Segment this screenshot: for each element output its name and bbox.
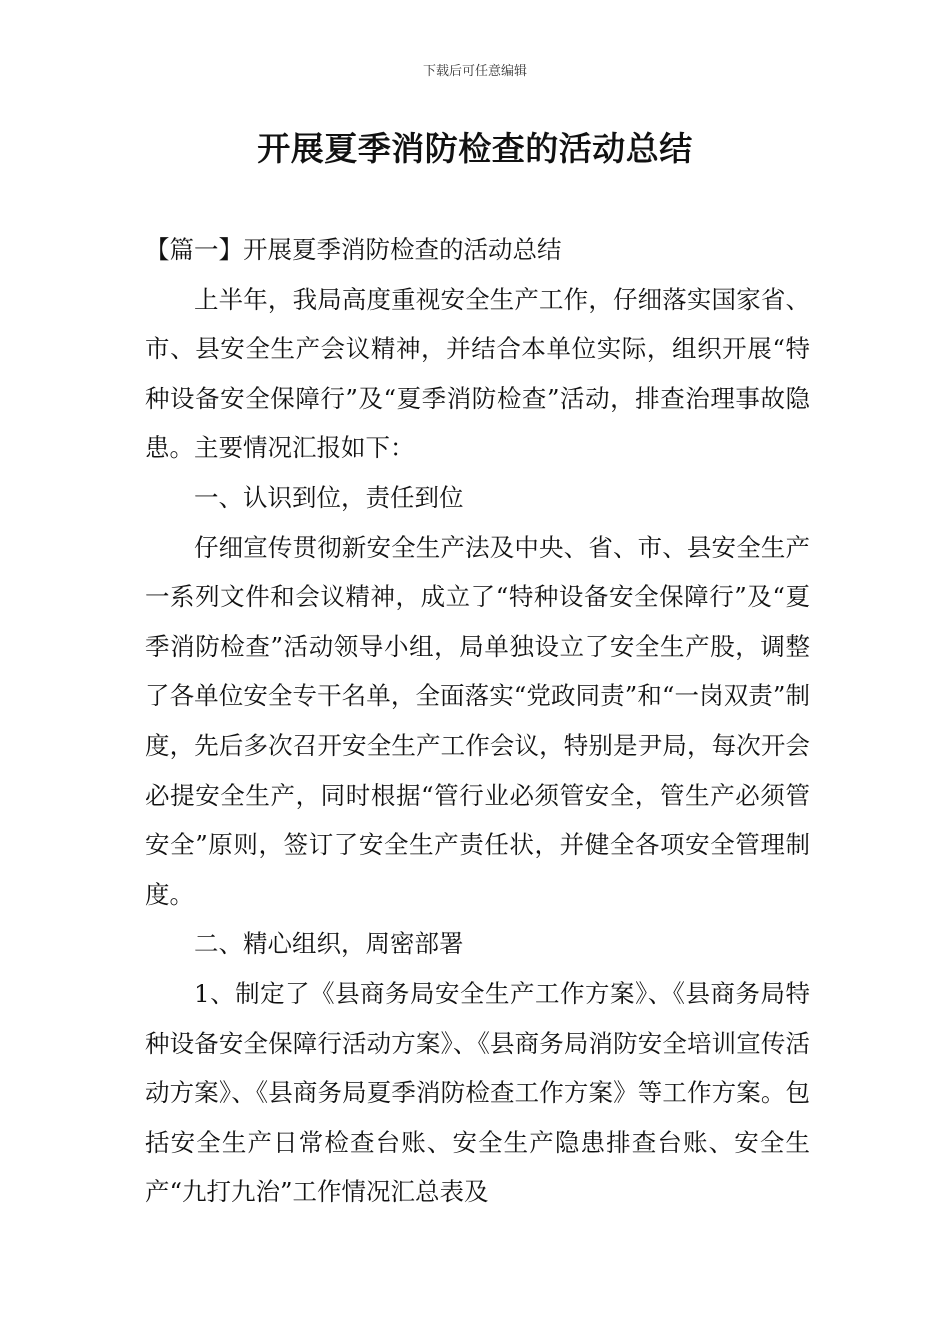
page-header-note: 下载后可任意编辑 <box>422 64 527 79</box>
section-heading: 【篇一】开展夏季消防检查的活动总结 <box>145 235 562 264</box>
paragraph-plans: 1、制定了《县商务局安全生产工作方案》、《县商务局特种设备安全保障行活动方案》、《县商务局消防安全培训宣传活动方案》、《县商务局夏季消防检查工作方案》等工作方案。包括安全生产日常检查台账、安全生产隐患排查台账、安全生产“九打九治”工作情况汇总表及 <box>145 978 810 1207</box>
document-title: 开展夏季消防检查的活动总结 <box>257 129 693 168</box>
document-body <box>145 225 810 1217</box>
paragraph-intro: 上半年，我局高度重视安全生产工作，仔细落实国家省、市、县安全生产会议精神，并结合本单位实际，组织开展“特种设备安全保障行”及“夏季消防检查”活动，排查治理事故隐患。主要情况汇报如下： <box>145 284 810 463</box>
subheading-responsibility: 一、认识到位，责任到位 <box>194 482 464 512</box>
paragraph-responsibility: 仔细宣传贯彻新安全生产法及中央、省、市、县安全生产一系列文件和会议精神，成立了“特种设备安全保障行”及“夏季消防检查”活动领导小组，局单独设立了安全生产股，调整了各单位安全专干名单，全面落实“党政同责”和“一岗双责”制度，先后多次召开安全生产工作会议，特别是尹局，每次开会必提安全生产，同时根据“管行业必须管安全，管生产必须管安全”原则，签订了安全生产责任状，并健全各项安全管理制度。 <box>145 532 810 909</box>
subheading-organization: 二、精心组织，周密部署 <box>194 929 464 959</box>
